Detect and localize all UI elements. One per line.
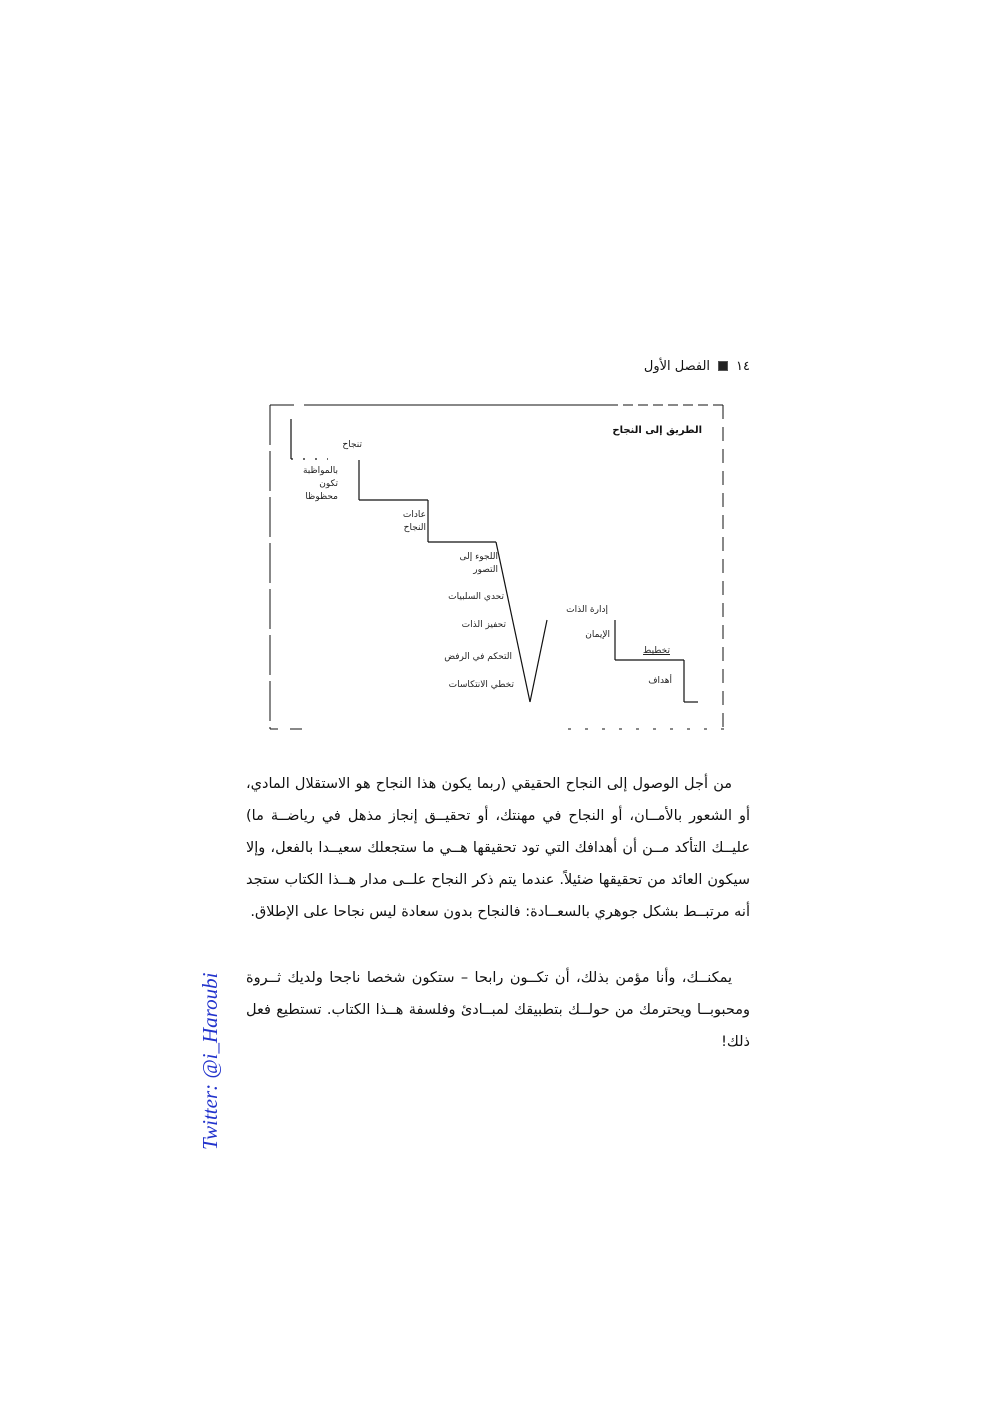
- diagram-title: الطريق إلى النجاح: [612, 425, 702, 436]
- label-planning: تخطيط: [643, 646, 670, 656]
- label-self-motivation: تحفيز الذات: [461, 620, 506, 630]
- twitter-watermark: Twitter: @i_Haroubi: [198, 972, 222, 1150]
- paragraph-2: [246, 962, 750, 1058]
- label-self-management: إدارة الذات: [566, 605, 608, 615]
- label-success: تنجاح: [342, 440, 362, 450]
- label-challenge-negatives: تحدي السلبيات: [448, 592, 504, 602]
- chapter-title: الفصل الأول: [643, 358, 711, 374]
- road-to-success-diagram: [268, 403, 726, 731]
- page-header: [600, 355, 750, 377]
- label-resort-to-imagination: اللجوء إلى التصور: [459, 552, 498, 575]
- label-success-habits: عادات النجاح: [402, 510, 426, 533]
- page-number: ١٤: [736, 358, 750, 374]
- paragraph-1: [246, 768, 750, 928]
- label-control-anger: التحكم في الرفض: [444, 652, 512, 662]
- label-faith: الإيمان: [585, 630, 610, 640]
- label-persistence: بالمواظبة تكون محظوظا: [302, 466, 338, 502]
- label-goals: أهداف: [648, 676, 672, 686]
- paragraph-2-text: يمكنــك، وأنا مؤمن بذلك، أن تكــون رابحا – ستكون شخصا ناجحا ولديك ثــروة ومحبوبــا ويحترمك من حولــك بتطبيقك لمبــادئ وفلسفة هــذا الكتاب. تستطيع فعل ذلك!: [246, 970, 750, 1050]
- paragraph-1-text: من أجل الوصول إلى النجاح الحقيقي (ربما يكون هذا النجاح هو الاستقلال المادي، أو الشعور بالأمــان، أو النجاح في مهنتك، أو تحقيــق إنجاز مذهل في رياضــة ما) عليــك التأكد مــن أن أهدافك التي تود تحقيقها هــي ما ستجعلك سعيــدا بالفعل، وإلا سيكون العائد من تحقيقها ضئيلاً. عندما يتم ذكر النجاح علــى مدار هــذا الكتاب ستجد أنه مرتبــط بشكل جوهري بالسعــادة: فالنجاح بدون سعادة ليس نجاحا على الإطلاق.: [246, 776, 750, 920]
- label-overcome-setbacks: تخطي الانتكاسات: [448, 680, 514, 690]
- square-marker-icon: [718, 361, 728, 371]
